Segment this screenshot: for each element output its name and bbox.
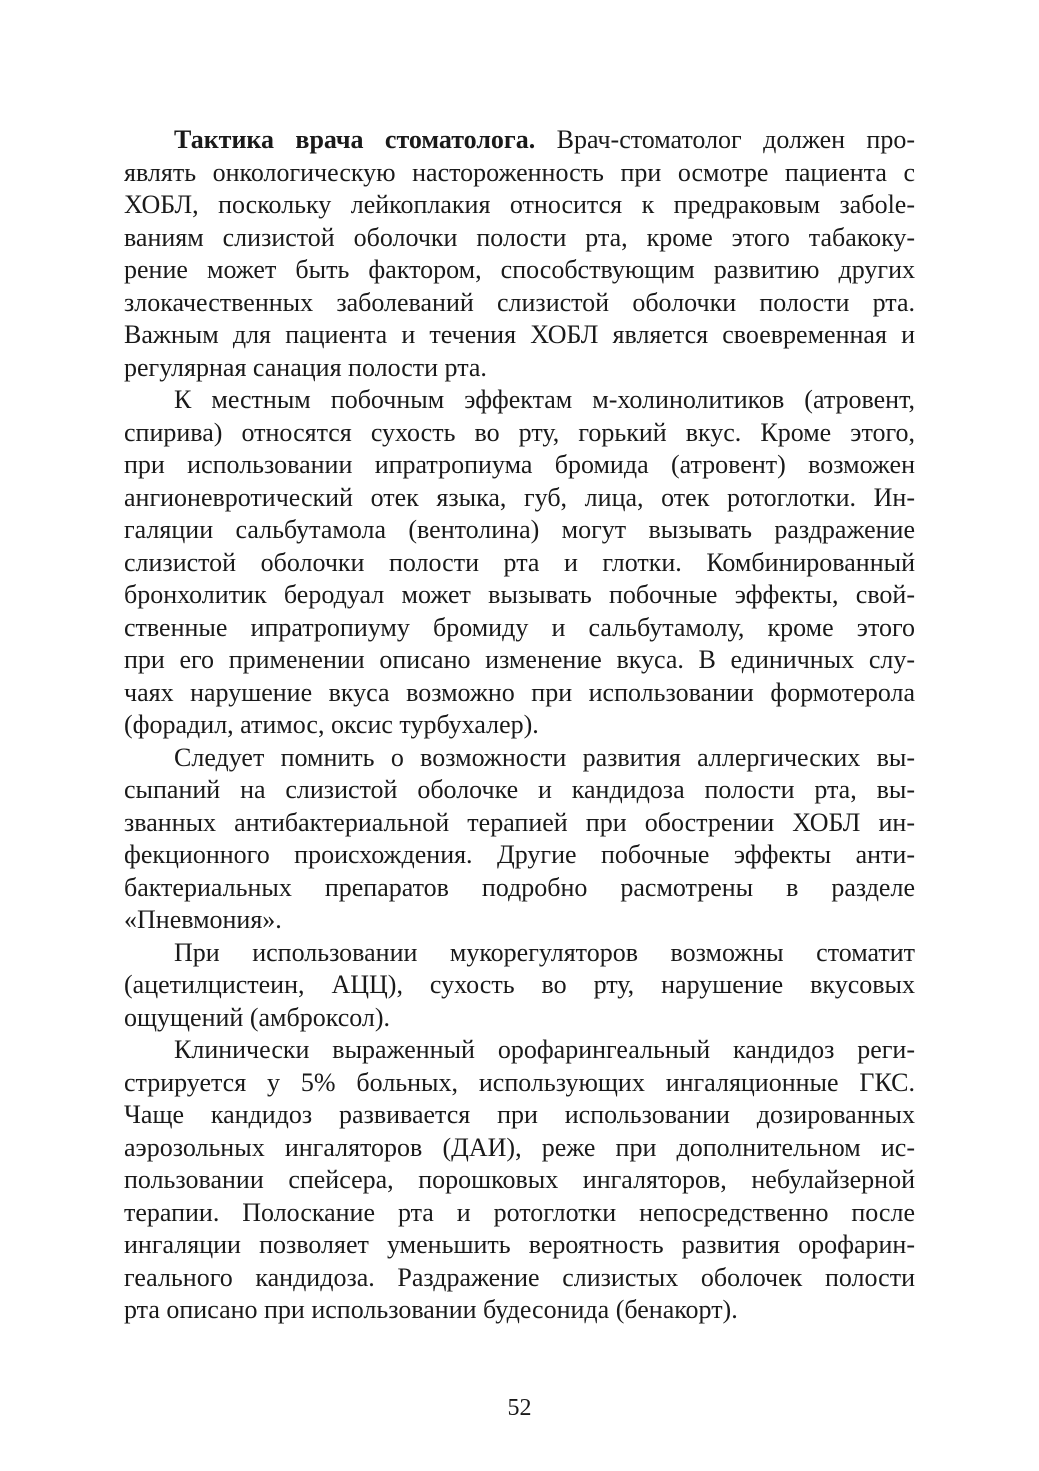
text-line xyxy=(124,449,915,482)
line-text: при его применении описано изменение вкуса. В единичных слу- xyxy=(124,645,915,674)
text-line xyxy=(124,1229,915,1262)
text-line xyxy=(124,1294,915,1327)
text-line xyxy=(124,612,915,645)
text-line xyxy=(124,1164,915,1197)
text-line xyxy=(124,1002,915,1035)
text-line xyxy=(124,774,915,807)
text-line xyxy=(124,1132,915,1165)
text-line xyxy=(124,969,915,1002)
text-line xyxy=(124,839,915,872)
line-text: бронхолитик беродуал может вызывать побочные эффекты, свой- xyxy=(124,580,915,609)
line-text: ХОБЛ, поскольку лейкоплакия относится к предраковым забole- xyxy=(124,190,915,219)
page-number: 52 xyxy=(507,1395,532,1421)
line-text: «Пневмония». xyxy=(124,905,282,934)
text-line xyxy=(124,189,915,222)
line-text: слизистой оболочки полости рта и глотки. Комбинированный xyxy=(124,547,915,577)
paragraph xyxy=(124,384,915,742)
body-text xyxy=(124,124,915,1327)
line-text: рение может быть фактором, способствующим развитию других xyxy=(124,255,915,284)
paragraph xyxy=(124,742,915,937)
line-text: (форадил, атимос, оксис турбухалер). xyxy=(124,710,539,739)
text-line xyxy=(124,287,915,320)
text-line xyxy=(124,352,915,385)
line-text: При использовании мукорегуляторов возможны стоматит xyxy=(174,937,915,967)
line-text: геального кандидоза. Раздражение слизистых оболочек полости xyxy=(124,1262,915,1292)
text-line xyxy=(124,677,915,710)
text-line xyxy=(124,579,915,612)
text-line xyxy=(124,157,915,190)
text-line xyxy=(124,1099,915,1132)
text-line xyxy=(124,1197,915,1230)
line-text: ингаляции позволяет уменьшить вероятность развития орофарин- xyxy=(124,1230,915,1259)
text-line xyxy=(124,1034,915,1067)
line-text: (ацетилцистеин, АЦЦ), сухость во рту, нарушение вкусовых xyxy=(124,970,915,999)
paragraph xyxy=(124,937,915,1035)
text-line xyxy=(124,904,915,937)
line-text: аэрозольных ингаляторов (ДАИ), реже при дополнительном ис- xyxy=(124,1132,915,1162)
line-text: рта описано при использовании будесонида (бенакорт). xyxy=(124,1295,738,1324)
paragraph xyxy=(124,124,915,384)
line-text: терапии. Полоскание рта и ротоглотки непосредственно после xyxy=(124,1197,915,1227)
line-text: сыпаний на слизистой оболочке и кандидоза полости рта, вы- xyxy=(124,775,915,804)
line-text: бактериальных препаратов подробно расмотрены в разделе xyxy=(124,872,915,902)
line-text: ственные ипратропиуму бромиду и сальбутамолу, кроме этого xyxy=(124,612,915,642)
line-text: ангионевротический отек языка, губ, лица, отек ротоглотки. Ин- xyxy=(124,482,915,512)
line-text: ощущений (амброксол). xyxy=(124,1002,391,1032)
line-text: фекционного происхождения. Другие побочные эффекты анти- xyxy=(124,840,915,869)
paragraph xyxy=(124,1034,915,1327)
line-text: Важным для пациента и течения ХОБЛ является своевременная и xyxy=(124,320,915,349)
line-text: Врач-стоматолог должен про- xyxy=(535,125,916,154)
text-line xyxy=(124,937,915,970)
text-line xyxy=(124,482,915,515)
text-line xyxy=(124,124,915,157)
line-text: чаях нарушение вкуса возможно при использовании формотерола xyxy=(124,677,915,707)
line-text: Клинически выраженный орофарингеальный кандидоз реги- xyxy=(174,1035,915,1064)
line-text: галяции сальбутамола (вентолина) могут вызывать раздражение xyxy=(124,515,915,544)
line-text: при использовании ипратропиума бромида (атровент) возможен xyxy=(124,450,915,479)
text-line xyxy=(124,417,915,450)
text-line xyxy=(124,807,915,840)
line-text: злокачественных заболеваний слизистой оболочки полости рта. xyxy=(124,287,915,317)
line-text: пользовании спейсера, порошковых ингаляторов, небулайзерной xyxy=(124,1165,915,1194)
text-line xyxy=(124,319,915,352)
line-text: спирива) относятся сухость во рту, горький вкус. Кроме этого, xyxy=(124,417,915,447)
line-text: стрируется у 5% больных, использующих ингаляционные ГКС. xyxy=(124,1067,915,1097)
text-line xyxy=(124,514,915,547)
line-text: Чаще кандидоз развивается при использовании дозированных xyxy=(124,1100,915,1129)
text-line xyxy=(124,1262,915,1295)
line-text: ваниям слизистой оболочки полости рта, кроме этого табакоку- xyxy=(124,222,915,252)
line-text: званных антибактериальной терапией при обострении ХОБЛ ин- xyxy=(124,807,915,837)
line-text: К местным побочным эффектам м-холинолитиков (атровент, xyxy=(174,385,915,414)
text-line xyxy=(124,644,915,677)
text-line xyxy=(124,1067,915,1100)
line-text: регулярная санация полости рта. xyxy=(124,352,487,382)
line-text: Следует помнить о возможности развития аллергических вы- xyxy=(174,742,915,772)
text-line xyxy=(124,384,915,417)
text-line xyxy=(124,254,915,287)
line-text: являть онкологическую настороженность при осмотре пациента с xyxy=(124,157,915,187)
text-line xyxy=(124,709,915,742)
text-line xyxy=(124,872,915,905)
text-line xyxy=(124,222,915,255)
text-line xyxy=(124,742,915,775)
section-heading: Тактика врача стоматолога. xyxy=(174,125,536,154)
text-line xyxy=(124,547,915,580)
